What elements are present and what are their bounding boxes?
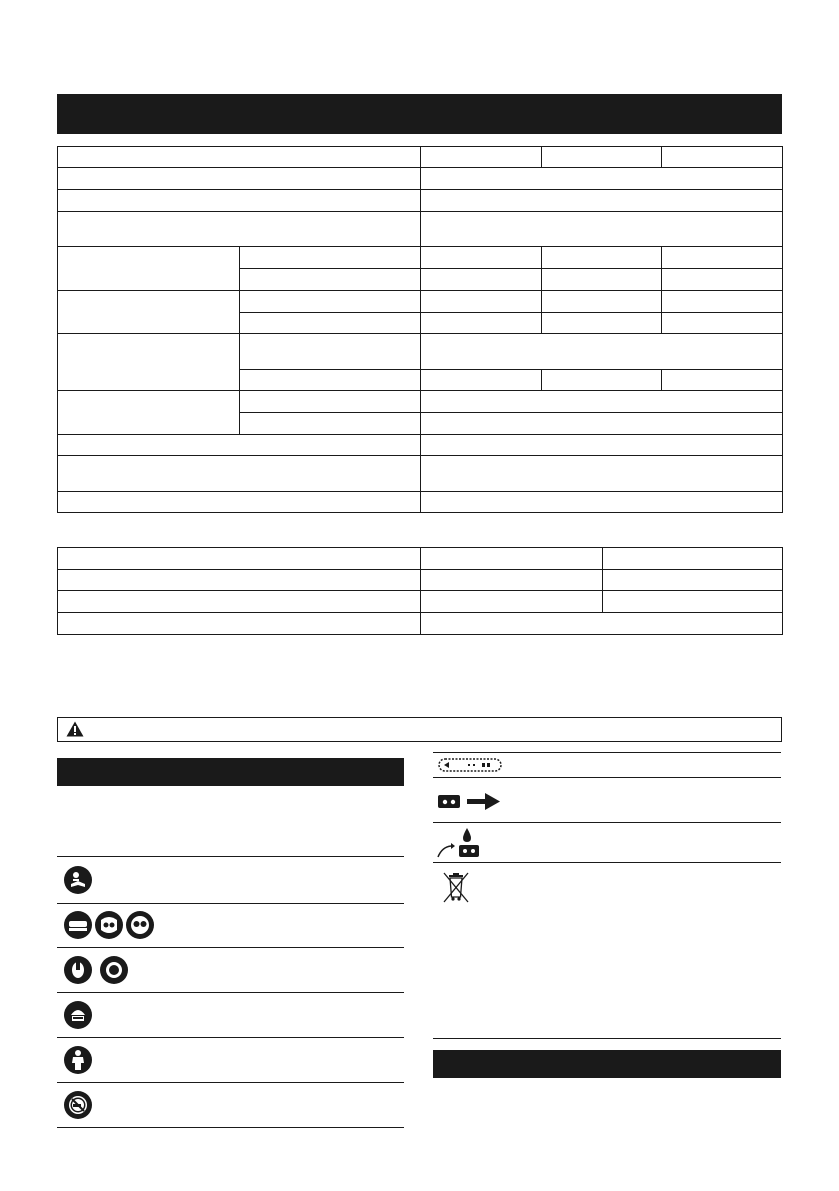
table-cell: [58, 190, 421, 212]
no-one-handed-operation-icon: [64, 1091, 92, 1119]
table-cell: [421, 492, 783, 513]
table-cell: [240, 269, 421, 291]
specifications-table: [57, 146, 783, 513]
table-cell: [58, 147, 421, 168]
table-cell: [662, 269, 783, 291]
crossed-out-wheeled-bin-icon: [441, 870, 471, 904]
table-cell: [542, 247, 662, 269]
table-cell: [58, 247, 240, 291]
table-cell: [421, 613, 783, 635]
table-row: [58, 548, 783, 570]
table-cell: [662, 370, 783, 391]
table-cell: [662, 147, 783, 168]
table-cell: [542, 291, 662, 313]
table-cell: [421, 591, 603, 613]
eye-protection-icon: [64, 911, 92, 939]
divider: [57, 1127, 404, 1128]
table-cell: [421, 212, 783, 247]
hearing-protection-icon: [64, 956, 92, 984]
table-cell: [58, 435, 421, 456]
divider: [57, 856, 404, 857]
table-cell: [542, 269, 662, 291]
table-cell: [421, 456, 783, 492]
table-cell: [603, 548, 783, 570]
table-row: [58, 570, 783, 591]
table-row: [58, 492, 783, 513]
table-cell: [662, 313, 783, 334]
table-cell: [421, 435, 783, 456]
chain-oil-drop-icon: [434, 827, 480, 859]
table-row: [58, 247, 783, 269]
table-row: [58, 168, 783, 190]
divider: [57, 992, 404, 993]
protective-clothing-icon: [64, 1046, 92, 1074]
table-row: [58, 456, 783, 492]
table-cell: [421, 334, 783, 370]
divider: [433, 777, 781, 778]
table-row: [58, 391, 783, 413]
divider: [57, 1082, 404, 1083]
table-cell: [542, 370, 662, 391]
table-cell: [421, 168, 783, 190]
table-cell: [240, 413, 421, 435]
divider: [57, 903, 404, 904]
table-cell: [58, 168, 421, 190]
divider: [433, 752, 781, 753]
table-cell: [421, 391, 783, 413]
battery-table: [57, 547, 783, 635]
table-cell: [421, 269, 542, 291]
table-cell: [542, 313, 662, 334]
divider: [433, 822, 781, 823]
table-cell: [58, 456, 421, 492]
table-cell: [58, 613, 421, 635]
table-cell: [421, 147, 542, 168]
table-row: [58, 435, 783, 456]
table-cell: [58, 291, 240, 334]
saw-chain-bar-icon: [438, 758, 502, 772]
table-cell: [542, 147, 662, 168]
table-cell: [58, 391, 240, 435]
divider: [57, 947, 404, 948]
table-cell: [421, 370, 542, 391]
table-cell: [240, 370, 421, 391]
table-cell: [603, 570, 783, 591]
safety-helmet-icon: [64, 1001, 92, 1029]
table-cell: [421, 570, 603, 591]
divider: [433, 1038, 781, 1039]
table-cell: [662, 291, 783, 313]
table-cell: [421, 313, 542, 334]
divider: [433, 862, 781, 863]
next-section-header: [433, 1050, 781, 1078]
table-cell: [421, 247, 542, 269]
symbols-section-header: [57, 758, 404, 786]
read-manual-icon: [64, 866, 92, 894]
table-row: [58, 613, 783, 635]
table-row: [58, 190, 783, 212]
table-cell: [240, 334, 421, 370]
chain-direction-arrow-icon: [437, 792, 501, 812]
section-header-bar: [57, 94, 782, 134]
table-row: [58, 147, 783, 168]
table-row: [58, 212, 783, 247]
ear-muffs-icon: [100, 956, 128, 984]
divider: [57, 1037, 404, 1038]
warning-box: [57, 717, 782, 742]
table-cell: [58, 492, 421, 513]
table-cell: [58, 548, 421, 570]
table-cell: [58, 212, 421, 247]
table-row: [58, 291, 783, 313]
warning-triangle-icon: [66, 721, 84, 737]
table-cell: [421, 413, 783, 435]
table-cell: [421, 190, 783, 212]
table-cell: [603, 591, 783, 613]
table-cell: [240, 291, 421, 313]
table-cell: [58, 570, 421, 591]
table-cell: [662, 247, 783, 269]
table-row: [58, 591, 783, 613]
face-shield-icon: [95, 911, 123, 939]
table-cell: [240, 247, 421, 269]
table-cell: [421, 548, 603, 570]
table-cell: [58, 591, 421, 613]
table-cell: [421, 291, 542, 313]
table-cell: [240, 391, 421, 413]
table-cell: [58, 334, 240, 391]
safety-goggles-icon: [126, 911, 154, 939]
table-cell: [240, 313, 421, 334]
table-row: [58, 334, 783, 370]
